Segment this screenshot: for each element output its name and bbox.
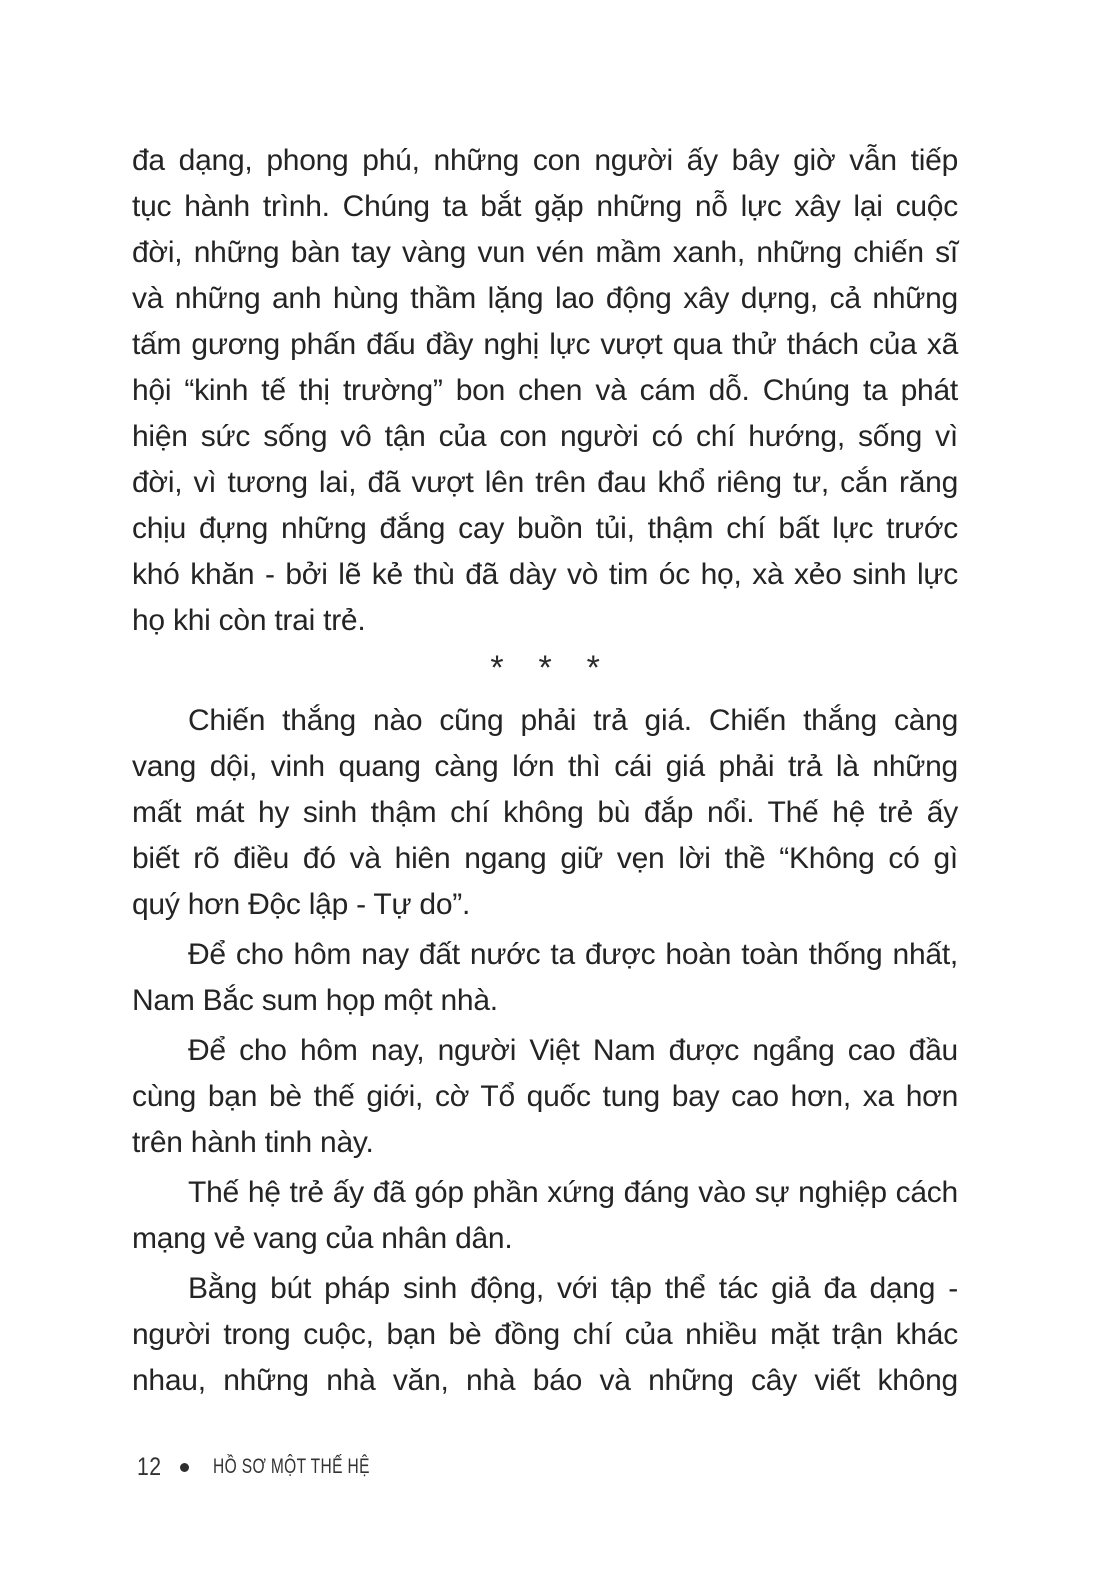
text-line: Nam Bắc sum họp một nhà. — [132, 984, 498, 1017]
text-line: Bằng bút pháp sinh động, với tập thể tác giả đa dạng - — [188, 1272, 958, 1305]
paragraph — [132, 138, 958, 644]
page-footer — [137, 1452, 425, 1482]
text-line: mất mát hy sinh thậm chí không bù đắp nổi. Thế hệ trẻ ấy — [132, 796, 958, 829]
text-line: và những anh hùng thầm lặng lao động xây dựng, cả những — [132, 282, 958, 315]
paragraph — [132, 1170, 958, 1262]
bullet-icon — [180, 1463, 189, 1472]
paragraph — [132, 1266, 958, 1404]
text-line: mạng vẻ vang của nhân dân. — [132, 1222, 513, 1255]
text-line: tục hành trình. Chúng ta bắt gặp những nỗ lực xây lại cuộc — [132, 190, 958, 223]
text-line: tấm gương phấn đấu đầy nghị lực vượt qua thử thách của xã — [132, 328, 958, 361]
text-line: người trong cuộc, bạn bè đồng chí của nhiều mặt trận khác — [132, 1318, 958, 1351]
text-line: quý hơn Độc lập - Tự do”. — [132, 888, 471, 921]
text-line: khó khăn - bởi lẽ kẻ thù đã dày vò tim óc họ, xà xẻo sinh lực — [132, 558, 958, 591]
paragraph — [132, 932, 958, 1024]
text-line: trên hành tinh này. — [132, 1126, 374, 1159]
paragraph — [132, 1028, 958, 1166]
text-line: Để cho hôm nay đất nước ta được hoàn toàn thống nhất, — [188, 938, 958, 971]
text-body — [132, 138, 958, 1408]
book-title: HỒ SƠ MỘT THẾ HỆ — [212, 1455, 370, 1478]
page-number: 12 — [137, 1452, 162, 1481]
text-line: đời, vì tương lai, đã vượt lên trên đau khổ riêng tư, cắn răng — [132, 466, 958, 499]
text-line: đa dạng, phong phú, những con người ấy bây giờ vẫn tiếp — [132, 144, 958, 177]
text-line: biết rõ điều đó và hiên ngang giữ vẹn lời thề “Không có gì — [132, 842, 958, 875]
text-line: cùng bạn bè thế giới, cờ Tổ quốc tung bay cao hơn, xa hơn — [132, 1080, 958, 1113]
text-line: nhau, những nhà văn, nhà báo và những cây viết không — [132, 1364, 958, 1397]
text-line: Chiến thắng nào cũng phải trả giá. Chiến thắng càng — [188, 704, 958, 737]
text-line: chịu đựng những đắng cay buồn tủi, thậm chí bất lực trước — [132, 512, 958, 545]
paragraph — [132, 698, 958, 928]
text-line: vang dội, vinh quang càng lớn thì cái giá phải trả là những — [132, 750, 958, 783]
text-line: họ khi còn trai trẻ. — [132, 604, 366, 637]
section-separator: * * * — [490, 649, 600, 687]
text-line: đời, những bàn tay vàng vun vén mầm xanh, những chiến sĩ — [132, 236, 958, 269]
text-line: hội “kinh tế thị trường” bon chen và cám dỗ. Chúng ta phát — [132, 374, 958, 407]
text-line: Thế hệ trẻ ấy đã góp phần xứng đáng vào sự nghiệp cách — [188, 1176, 958, 1209]
text-line: hiện sức sống vô tận của con người có chí hướng, sống vì — [132, 420, 958, 453]
text-line: Để cho hôm nay, người Việt Nam được ngẩng cao đầu — [188, 1034, 958, 1067]
